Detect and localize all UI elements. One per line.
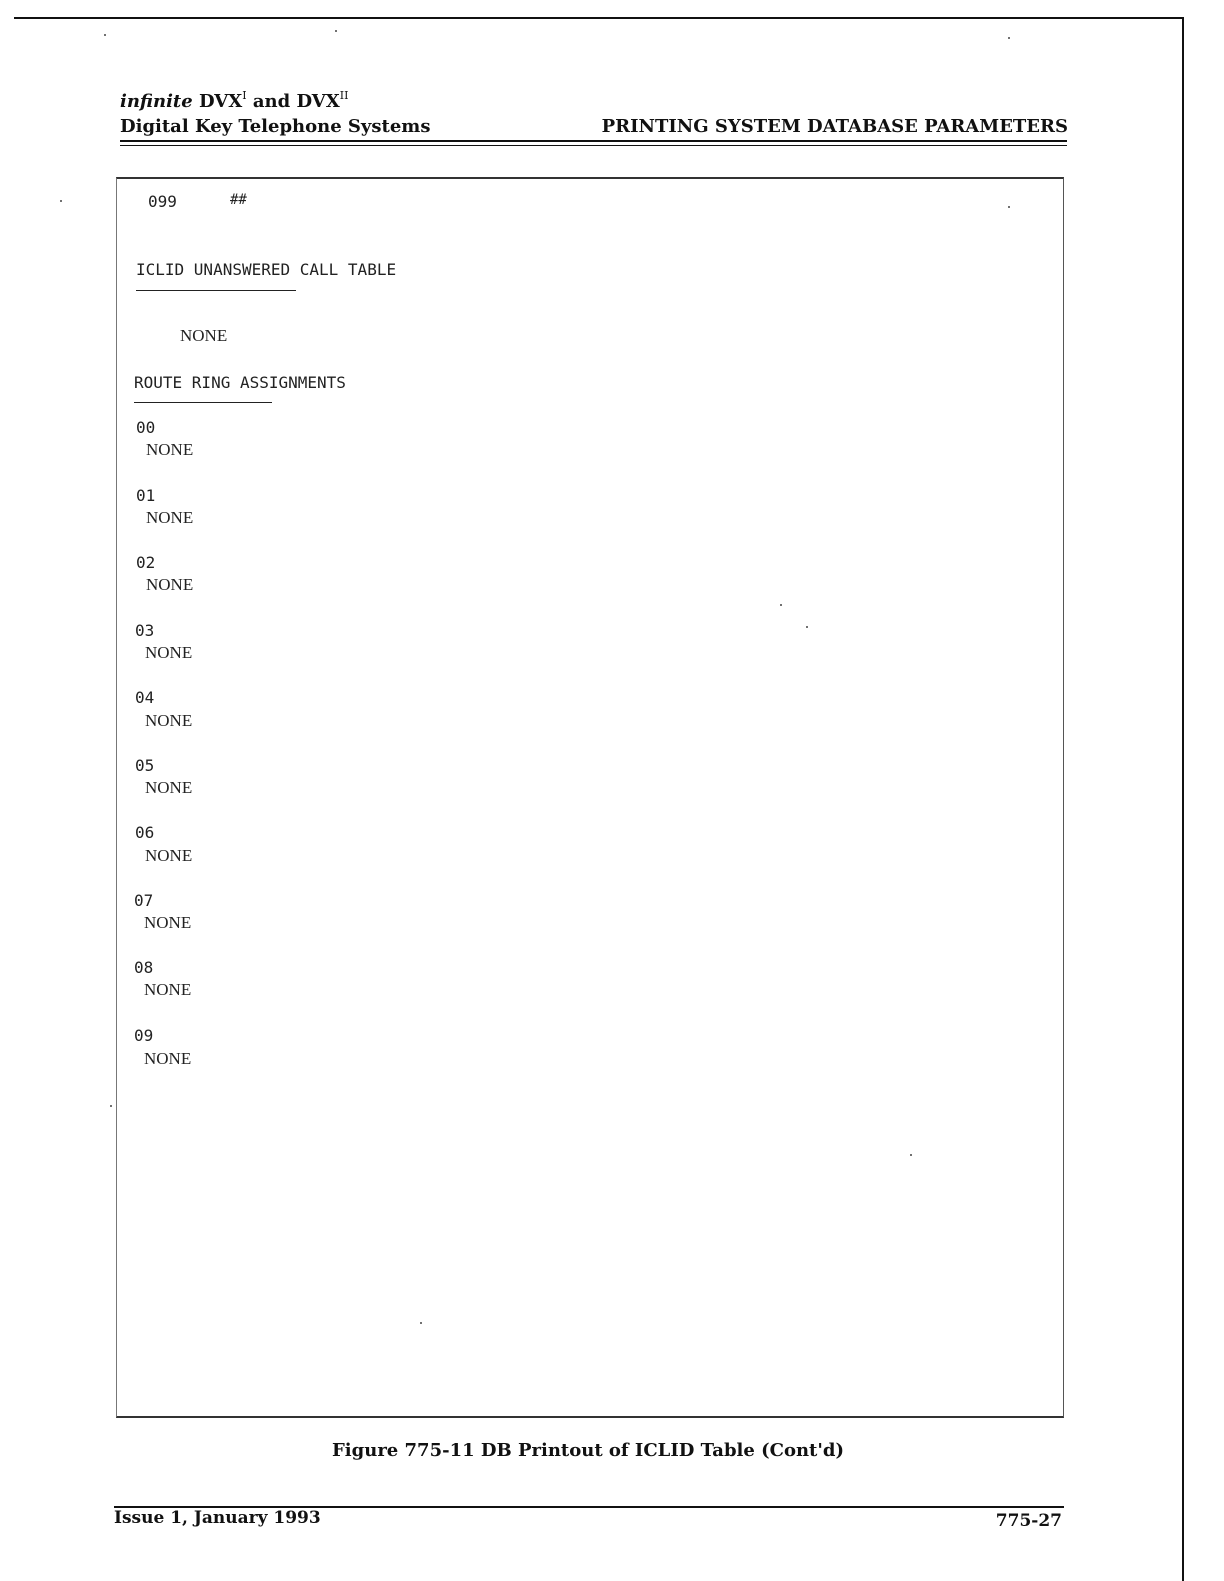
route-value: NONE	[146, 440, 194, 459]
printout-figure	[116, 177, 1064, 1418]
scan-speck	[780, 604, 782, 606]
route-id: 06	[135, 823, 155, 842]
route-id: 01	[136, 486, 156, 505]
route-heading-underline	[134, 402, 272, 403]
record-marks: ##	[230, 192, 247, 208]
subtitle-row	[120, 114, 1068, 142]
route-value: NONE	[145, 778, 193, 797]
scan-speck	[420, 1322, 422, 1324]
route-id: 08	[134, 958, 154, 977]
unanswered-call-value: NONE	[180, 326, 228, 345]
route-value: NONE	[144, 980, 192, 999]
scan-speck	[806, 626, 808, 628]
scan-speck	[110, 1105, 112, 1107]
product-b: DVX	[296, 91, 340, 112]
route-id: 04	[135, 688, 155, 707]
route-id: 03	[135, 621, 155, 640]
product-a-sup: I	[242, 89, 247, 102]
page-header	[120, 84, 1068, 142]
unanswered-call-heading: ICLID UNANSWERED CALL TABLE	[136, 260, 397, 279]
route-value: NONE	[144, 913, 192, 932]
route-id: 09	[134, 1026, 154, 1045]
record-number: 099	[148, 192, 177, 211]
brand-name: infinite	[120, 91, 193, 112]
route-value: NONE	[146, 575, 194, 594]
figure-caption: Figure 775-11 DB Printout of ICLID Table (Cont'd)	[332, 1440, 844, 1461]
page-number: 775-27	[995, 1511, 1062, 1531]
page-border-top	[14, 17, 1184, 19]
route-id: 02	[136, 553, 156, 572]
route-id: 00	[136, 418, 156, 437]
product-line	[120, 84, 1068, 114]
scan-speck	[335, 30, 337, 32]
route-ring-heading: ROUTE RING ASSIGNMENTS	[134, 373, 346, 392]
scan-speck	[1008, 206, 1010, 208]
route-value: NONE	[145, 711, 193, 730]
header-rule	[120, 140, 1067, 146]
route-value: NONE	[146, 508, 194, 527]
route-value: NONE	[144, 1049, 192, 1068]
route-value: NONE	[145, 643, 193, 662]
product-conjunction: and	[252, 91, 291, 112]
issue-date: Issue 1, January 1993	[114, 1508, 321, 1528]
product-a: DVX	[198, 91, 243, 112]
route-id: 07	[134, 891, 154, 910]
scan-speck	[1008, 37, 1010, 39]
product-b-sup: II	[339, 89, 349, 102]
unanswered-heading-underline	[136, 290, 296, 291]
section-title: PRINTING SYSTEM DATABASE PARAMETERS	[601, 116, 1068, 137]
page-border-right	[1182, 17, 1184, 1581]
scan-speck	[910, 1154, 912, 1156]
scan-speck	[104, 34, 106, 36]
scan-speck	[60, 200, 62, 202]
document-series-title: Digital Key Telephone Systems	[120, 116, 431, 137]
route-value: NONE	[145, 846, 193, 865]
route-id: 05	[135, 756, 155, 775]
